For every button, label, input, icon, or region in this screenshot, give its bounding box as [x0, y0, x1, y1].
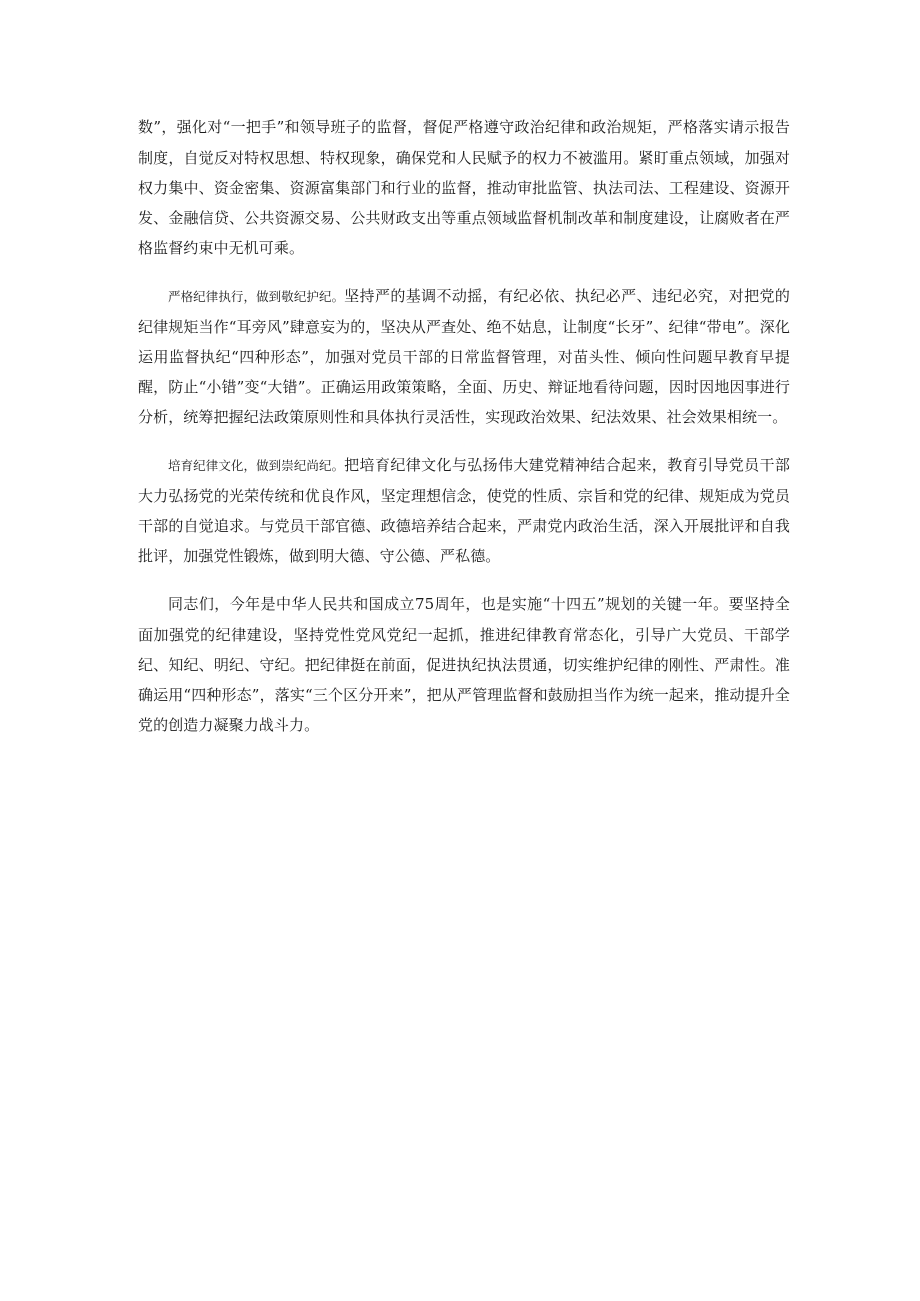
paragraph-2	[138, 281, 790, 432]
paragraph-1	[138, 112, 790, 263]
paragraph-1-text: 数”，强化对“一把手”和领导班子的监督，督促严格遵守政治纪律和政治规矩，严格落实请示报告制度，自觉反对特权思想、特权现象，确保党和人民赋予的权力不被滥用。紧盯重点领域，加强对权力集中、资金密集、资源富集部门和行业的监督，推动审批监管、执法司法、工程建设、资源开发、金融信贷、公共资源交易、公共财政支出等重点领域监督机制改革和制度建设，让腐败者在严格监督约束中无机可乘。	[138, 118, 790, 257]
paragraph-3-text: 把培育纪律文化与弘扬伟大建党精神结合起来，教育引导党员干部大力弘扬党的光荣传统和优良作风，坚定理想信念，使党的性质、宗旨和党的纪律、规矩成为党员干部的自觉追求。与党员干部官德、政德培养结合起来，严肃党内政治生活，深入开展批评和自我批评，加强党性锻炼，做到明大德、守公德、严私德。	[138, 456, 791, 565]
paragraph-3-lead: 培育纪律文化，做到崇纪尚纪。	[168, 458, 345, 473]
paragraph-4-text: 同志们，今年是中华人民共和国成立75周年，也是实施“十四五”规划的关键一年。要坚持全面加强党的纪律建设，坚持党性党风党纪一起抓，推进纪律教育常态化，引导广大党员、干部学纪、知纪、明纪、守纪。把纪律挺在前面，促进执纪执法贯通，切实维护纪律的刚性、严肃性。准确运用“四种形态”，落实“三个区分开来”，把从严管理监督和鼓励担当作为统一起来，推动提升全党的创造力凝聚力战斗力。	[138, 595, 790, 734]
paragraph-3	[138, 450, 790, 571]
paragraph-2-text: 坚持严的基调不动摇，有纪必依、执纪必严、违纪必究，对把党的纪律规矩当作“耳旁风”肆意妄为的，坚决从严查处、绝不姑息，让制度“长牙”、纪律“带电”。深化运用监督执纪“四种形态”，加强对党员干部的日常监督管理，对苗头性、倾向性问题早教育早提醒，防止“小错”变“大错”。正确运用政策策略，全面、历史、辩证地看待问题，因时因地因事进行分析，统筹把握纪法政策原则性和具体执行灵活性，实现政治效果、纪法效果、社会效果相统一。	[138, 287, 791, 426]
document-body	[138, 112, 790, 758]
paragraph-4	[138, 589, 790, 740]
paragraph-2-lead: 严格纪律执行，做到敬纪护纪。	[168, 289, 345, 304]
